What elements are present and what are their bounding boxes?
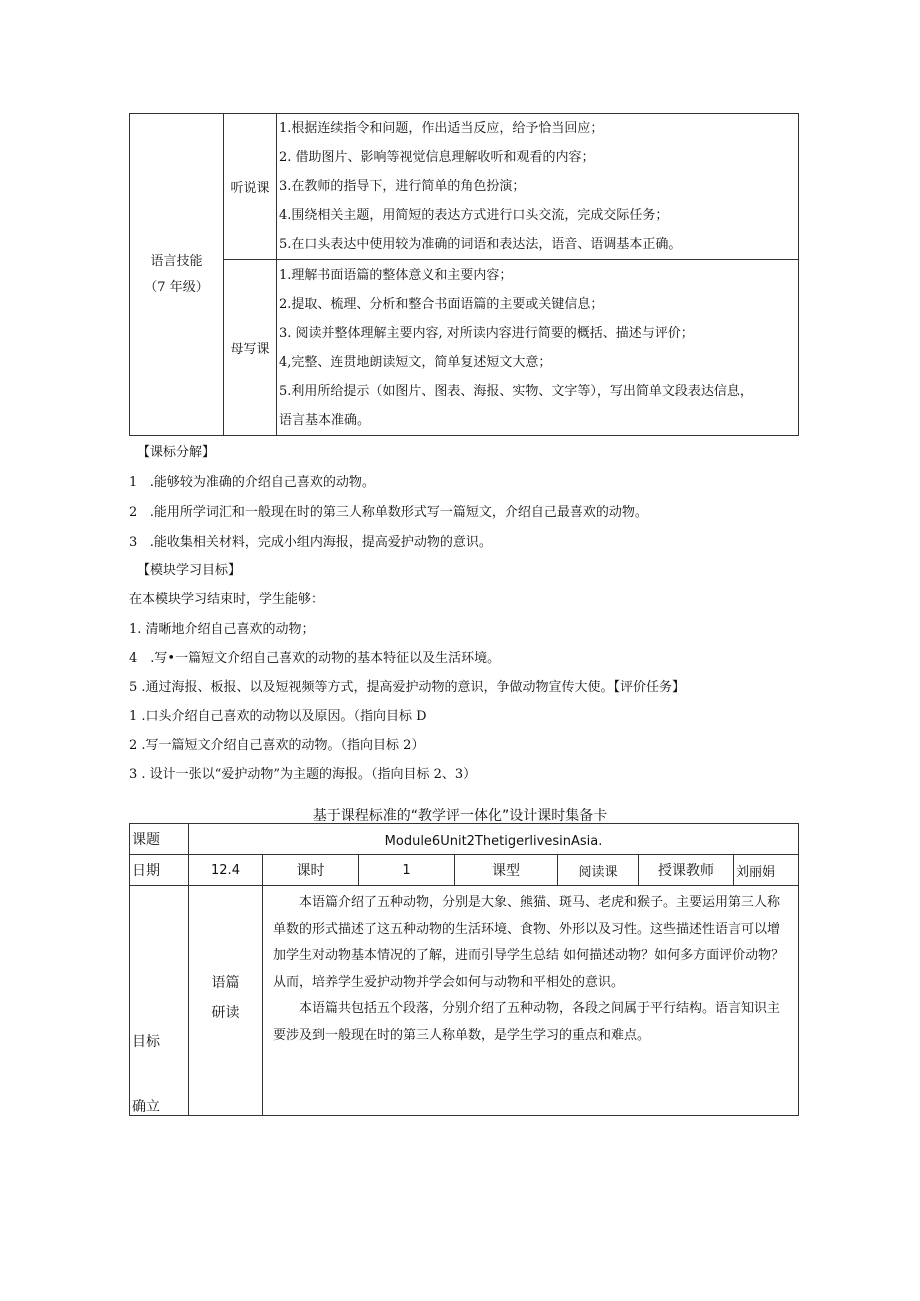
reading-item: 4,完整、连贯地朗读短文，简单复述短文大意； bbox=[279, 354, 552, 370]
listening-items bbox=[277, 114, 799, 260]
goal-label-1: 目标 bbox=[132, 1034, 160, 1050]
standard-item: 1 .能够较为准确的介绍自己喜欢的动物。 bbox=[129, 475, 375, 490]
listening-item: 3.在教师的指导下，进行简单的角色扮演； bbox=[279, 179, 526, 194]
text-study-content bbox=[263, 886, 799, 1116]
type-label: 课型 bbox=[455, 855, 558, 886]
skills-table bbox=[129, 113, 799, 436]
task-item: 3 . 设计一张以“爱护动物”为主题的海报。（指向目标 2、3） bbox=[129, 767, 477, 782]
reading-item: 5.利用所给提示（如图片、图表、海报、实物、文字等），写出简单文段表达信息， bbox=[279, 383, 753, 399]
goal-confirm-label bbox=[130, 886, 189, 1116]
task-item: 1 .口头介绍自己喜欢的动物以及原因。（指向目标 D bbox=[129, 709, 427, 724]
teacher-value: 刘丽娟 bbox=[734, 855, 799, 886]
goals-heading: 【模块学习目标】 bbox=[137, 563, 242, 578]
reading-item: 2.提取、梳理、分析和整合书面语篇的主要或关键信息； bbox=[279, 296, 604, 312]
goal-item: 1. 清晰地介绍自己喜欢的动物； bbox=[129, 622, 315, 637]
study-label-2: 研读 bbox=[211, 1005, 240, 1021]
reading-item: 3. 阅读并整体理解主要内容, 对所读内容进行简要的概括、描述与评价； bbox=[279, 325, 694, 341]
teacher-label: 授课教师 bbox=[639, 855, 734, 886]
text-study-label bbox=[189, 886, 263, 1116]
skills-category-cell bbox=[130, 114, 224, 436]
standards-heading: 【课标分解】 bbox=[137, 445, 216, 460]
listening-item: 1.根据连续指令和问题，作出适当反应，给予恰当回应； bbox=[279, 121, 604, 136]
listening-item: 4.围绕相关主题，用简短的表达方式进行口头交流，完成交际任务； bbox=[279, 208, 669, 223]
date-value: 12.4 bbox=[189, 855, 263, 886]
goal-label-2: 确立 bbox=[132, 1099, 160, 1115]
listening-item: 5.在口头表达中使用较为准确的词语和表达法，语音、语调基本正确。 bbox=[279, 237, 682, 252]
period-value: 1 bbox=[359, 855, 455, 886]
type-value: 阅读课 bbox=[558, 855, 639, 886]
topic-label: 课题 bbox=[130, 824, 189, 855]
standard-item: 3 .能收集相关材料，完成小组内海报，提高爱护动物的意识。 bbox=[129, 535, 492, 550]
listening-label: 听说课 bbox=[224, 114, 277, 260]
reading-label: 母写课 bbox=[224, 260, 277, 436]
reading-items bbox=[277, 260, 799, 436]
lesson-card-table bbox=[129, 823, 799, 1116]
topic-value: Module6Unit2ThetigerlivesinAsia. bbox=[189, 824, 799, 855]
period-label: 课时 bbox=[263, 855, 359, 886]
study-label-1: 语篇 bbox=[211, 975, 240, 991]
task-item: 2 .写一篇短文介绍自己喜欢的动物。（指向目标 2） bbox=[129, 738, 425, 753]
listening-item: 2. 借助图片、影响等视觉信息理解收听和观看的内容； bbox=[279, 150, 595, 165]
study-paragraph: 本语篇介绍了五种动物，分别是大象、熊猫、斑马、老虎和猴子。主要运用第三人称单数的形式描述了这五种动物的生活环境、食物、外形以及习性。这些描述性语言可以增加学生对动物基本情况的了解，进而引导学生总结 如何描述动物？如何多方面评价动物？从而，培养学生爱护动物并学会如何与动物和平相处的意识。 bbox=[273, 895, 785, 990]
study-paragraph: 本语篇共包括五个段落，分别介绍了五种动物，各段之间属于平行结构。语言知识主要涉及到一般现在时的第三人称单数，是学生学习的重点和难点。 bbox=[273, 1001, 781, 1043]
skills-grade: （7 年级） bbox=[144, 279, 209, 295]
goal-item: 5 .通过海报、板报、以及短视频等方式，提高爱护动物的意识，争做动物宣传大使。【评价任务】 bbox=[129, 680, 686, 695]
goals-intro: 在本模块学习结束时，学生能够： bbox=[129, 592, 325, 607]
card-title: 基于课程标准的“教学评一体化”设计课时集备卡 bbox=[312, 808, 608, 824]
goal-item: 4 .写•一篇短文介绍自己喜欢的动物的基本特征以及生活环境。 bbox=[129, 651, 501, 666]
skills-category: 语言技能 bbox=[150, 253, 203, 269]
reading-item: 语言基本准确。 bbox=[279, 412, 371, 428]
date-label: 日期 bbox=[130, 855, 189, 886]
standard-item: 2 .能用所学词汇和一般现在时的第三人称单数形式写一篇短文，介绍自己最喜欢的动物。 bbox=[129, 505, 648, 520]
reading-item: 1.理解书面语篇的整体意义和主要内容； bbox=[279, 267, 513, 283]
